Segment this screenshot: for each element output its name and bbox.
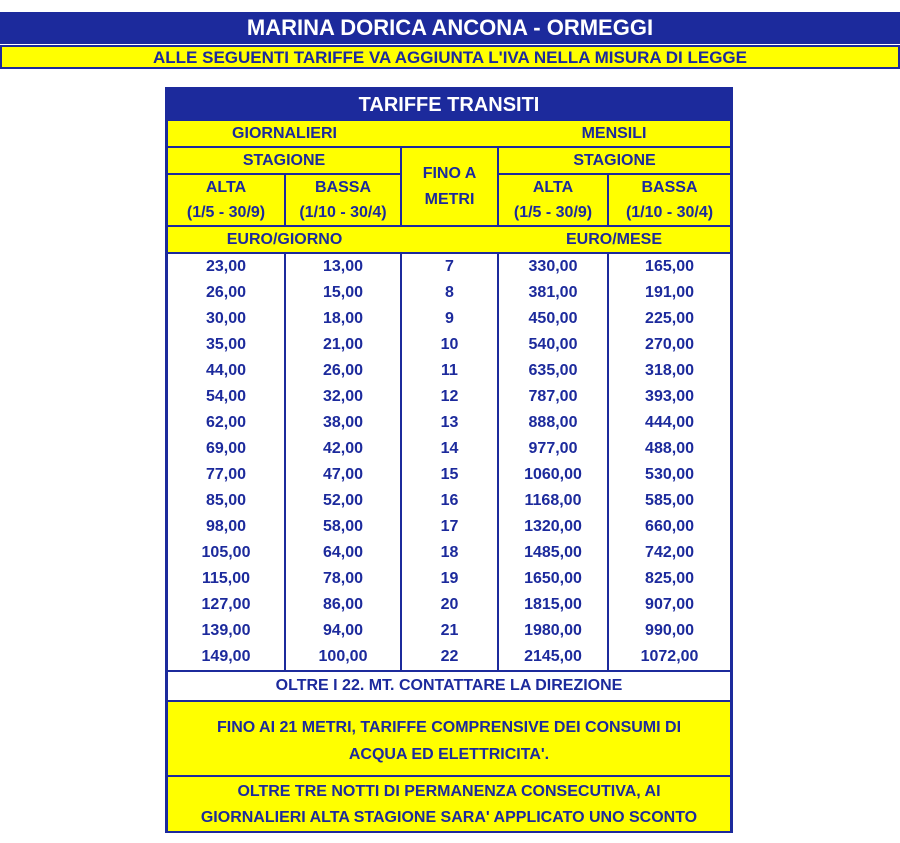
length-cell: 20 (401, 592, 498, 618)
monthly-low-cell: 225,00 (645, 310, 694, 327)
table-row (168, 410, 730, 436)
monthly-high-cell: 787,00 (498, 384, 608, 410)
daily-high-season: ALTA (168, 174, 285, 200)
monthly-low-cell: 393,00 (645, 388, 694, 405)
daily-high-cell: 105,00 (168, 540, 285, 566)
monthly-low-season: BASSA (608, 174, 730, 200)
monthly-low-period: (1/10 - 30/4) (608, 200, 730, 226)
table-row (168, 384, 730, 410)
monthly-high-cell: 2145,00 (498, 644, 608, 671)
monthly-season-header: STAGIONE (498, 147, 730, 174)
daily-high-cell: 77,00 (168, 462, 285, 488)
length-cell: 15 (401, 462, 498, 488)
length-header-line2: METRI (424, 190, 475, 208)
daily-low-cell: 32,00 (285, 384, 401, 410)
length-cell: 17 (401, 514, 498, 540)
monthly-low-cell: 825,00 (645, 570, 694, 587)
monthly-low-cell: 660,00 (645, 518, 694, 535)
table-row (168, 592, 730, 618)
daily-high-cell: 85,00 (168, 488, 285, 514)
daily-low-cell: 64,00 (285, 540, 401, 566)
table-title: TARIFFE TRANSITI (168, 90, 730, 121)
monthly-low-cell: 191,00 (645, 284, 694, 301)
monthly-high-cell: 977,00 (498, 436, 608, 462)
monthly-high-cell: 1168,00 (498, 488, 608, 514)
monthly-low-cell: 585,00 (645, 492, 694, 509)
monthly-high-season: ALTA (498, 174, 608, 200)
monthly-high-cell: 1650,00 (498, 566, 608, 592)
length-cell: 19 (401, 566, 498, 592)
discount-note-line1: OLTRE TRE NOTTI DI PERMANENZA CONSECUTIVA, AI (237, 783, 661, 800)
daily-header: GIORNALIERI (168, 121, 401, 147)
monthly-low-cell: 165,00 (645, 258, 694, 275)
monthly-low-cell: 907,00 (645, 596, 694, 613)
monthly-high-cell: 450,00 (498, 306, 608, 332)
daily-high-cell: 26,00 (168, 280, 285, 306)
daily-season-header: STAGIONE (168, 147, 401, 174)
length-cell: 18 (401, 540, 498, 566)
monthly-high-cell: 1815,00 (498, 592, 608, 618)
daily-high-cell: 127,00 (168, 592, 285, 618)
daily-low-cell: 86,00 (285, 592, 401, 618)
daily-low-cell: 47,00 (285, 462, 401, 488)
included-utilities-note (168, 700, 730, 775)
utilities-note-line1: FINO AI 21 METRI, TARIFFE COMPRENSIVE DEI CONSUMI DI (216, 719, 682, 736)
daily-low-cell: 15,00 (285, 280, 401, 306)
daily-low-cell: 42,00 (285, 436, 401, 462)
monthly-high-cell: 635,00 (498, 358, 608, 384)
length-cell: 11 (401, 358, 498, 384)
page-title: MARINA DORICA ANCONA - ORMEGGI (0, 12, 900, 44)
discount-note-line2: GIORNALIERI ALTA STAGIONE SARA' APPLICATO UNO SCONTO (200, 809, 698, 826)
daily-low-cell: 100,00 (285, 644, 401, 671)
monthly-low-cell: 990,00 (645, 622, 694, 639)
monthly-low-cell: 742,00 (645, 544, 694, 561)
monthly-high-cell: 540,00 (498, 332, 608, 358)
daily-high-cell: 62,00 (168, 410, 285, 436)
monthly-high-cell: 1060,00 (498, 462, 608, 488)
daily-low-cell: 58,00 (285, 514, 401, 540)
discount-note (168, 775, 730, 831)
daily-high-cell: 149,00 (168, 644, 285, 671)
length-cell: 10 (401, 332, 498, 358)
length-cell: 14 (401, 436, 498, 462)
length-cell: 21 (401, 618, 498, 644)
table-row (168, 332, 730, 358)
table-row (168, 358, 730, 384)
length-cell: 13 (401, 410, 498, 436)
transit-rates-table (165, 87, 733, 833)
length-cell: 16 (401, 488, 498, 514)
table-row (168, 644, 730, 671)
table-row (168, 436, 730, 462)
daily-low-cell: 18,00 (285, 306, 401, 332)
daily-high-period: (1/5 - 30/9) (168, 200, 285, 226)
monthly-high-cell: 381,00 (498, 280, 608, 306)
monthly-high-period: (1/5 - 30/9) (498, 200, 608, 226)
daily-high-cell: 98,00 (168, 514, 285, 540)
length-cell: 8 (401, 280, 498, 306)
daily-high-cell: 44,00 (168, 358, 285, 384)
monthly-low-cell: 444,00 (645, 414, 694, 431)
monthly-low-cell: 488,00 (645, 440, 694, 457)
monthly-header: MENSILI (498, 121, 730, 147)
table-row (168, 253, 730, 280)
daily-low-cell: 38,00 (285, 410, 401, 436)
length-header-line1: FINO A (422, 164, 477, 182)
utilities-note-line2: ACQUA ED ELETTRICITA'. (348, 746, 550, 763)
monthly-high-cell: 330,00 (498, 253, 608, 280)
length-cell: 9 (401, 306, 498, 332)
table-row (168, 488, 730, 514)
daily-high-cell: 35,00 (168, 332, 285, 358)
length-cell: 12 (401, 384, 498, 410)
table-row (168, 462, 730, 488)
daily-high-cell: 30,00 (168, 306, 285, 332)
table-row (168, 566, 730, 592)
table-row (168, 618, 730, 644)
daily-low-cell: 26,00 (285, 358, 401, 384)
vat-notice: ALLE SEGUENTI TARIFFE VA AGGIUNTA L'IVA NELLA MISURA DI LEGGE (0, 45, 900, 69)
daily-low-period: (1/10 - 30/4) (285, 200, 401, 226)
monthly-low-cell: 270,00 (645, 336, 694, 353)
daily-low-cell: 78,00 (285, 566, 401, 592)
daily-unit: EURO/GIORNO (168, 226, 401, 253)
table-row (168, 540, 730, 566)
daily-high-cell: 54,00 (168, 384, 285, 410)
daily-high-cell: 139,00 (168, 618, 285, 644)
monthly-low-cell: 530,00 (645, 466, 694, 483)
monthly-high-cell: 1980,00 (498, 618, 608, 644)
over-22m-note: OLTRE I 22. MT. CONTATTARE LA DIREZIONE (168, 671, 730, 700)
length-header (401, 147, 498, 226)
daily-high-cell: 115,00 (168, 566, 285, 592)
monthly-low-cell: 1072,00 (640, 648, 699, 665)
daily-low-cell: 52,00 (285, 488, 401, 514)
daily-low-cell: 94,00 (285, 618, 401, 644)
daily-high-cell: 69,00 (168, 436, 285, 462)
length-cell: 7 (401, 253, 498, 280)
monthly-high-cell: 1320,00 (498, 514, 608, 540)
daily-high-cell: 23,00 (168, 253, 285, 280)
monthly-high-cell: 888,00 (498, 410, 608, 436)
monthly-low-cell: 318,00 (645, 362, 694, 379)
daily-low-cell: 13,00 (285, 253, 401, 280)
table-row (168, 514, 730, 540)
monthly-high-cell: 1485,00 (498, 540, 608, 566)
table-row (168, 306, 730, 332)
table-row (168, 280, 730, 306)
daily-low-season: BASSA (285, 174, 401, 200)
daily-low-cell: 21,00 (285, 332, 401, 358)
monthly-unit: EURO/MESE (498, 226, 730, 253)
length-cell: 22 (401, 644, 498, 671)
